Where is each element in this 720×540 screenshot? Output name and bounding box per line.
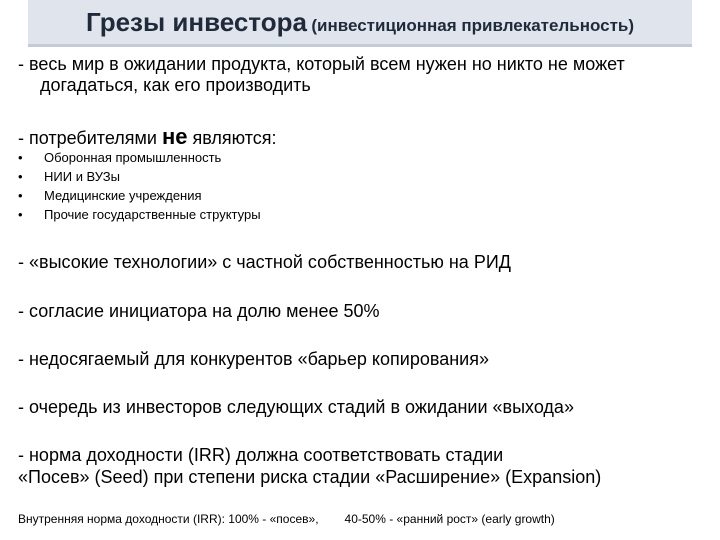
item-4: - согласие инициатора на долю менее 50%: [18, 301, 380, 321]
bullet-icon: •: [18, 169, 23, 184]
item-7-line-1: - норма доходности (IRR) должна соответствовать стадии: [18, 445, 504, 465]
item-1-line-2: догадаться, как его производить: [40, 75, 311, 95]
list-item-text: Оборонная промышленность: [44, 150, 222, 165]
footer-note: [18, 512, 555, 526]
item-7-line-2: «Посев» (Seed) при степени риска стадии «Расширение» (Expansion): [18, 467, 602, 487]
bullet-icon: •: [18, 150, 23, 165]
footer-part-1: Внутренняя норма доходности (IRR): 100% - «посев»,: [18, 512, 319, 526]
list-item-text: НИИ и ВУЗы: [44, 169, 120, 184]
item-2-prefix: - потребителями: [18, 128, 157, 148]
item-2-suffix: являются:: [192, 128, 277, 148]
item-3: - «высокие технологии» с частной собственностью на РИД: [18, 252, 511, 272]
title-underline: [28, 44, 692, 47]
item-2-heading: [18, 124, 708, 150]
item-2-emphasis: не: [161, 124, 188, 149]
item-6: - очередь из инвесторов следующих стадий в ожидании «выхода»: [18, 397, 574, 417]
item-1-line-1: - весь мир в ожидании продукта, который всем нужен но никто не может: [18, 54, 625, 74]
slide-subtitle: (инвестиционная привлекательность): [311, 16, 635, 35]
slide-title: Грезы инвестора: [85, 7, 307, 37]
title-bar: [28, 0, 692, 44]
list-item: [18, 188, 202, 203]
list-item: [18, 150, 221, 165]
list-item: [18, 169, 120, 184]
item-5: - недосягаемый для конкурентов «барьер копирования»: [18, 349, 489, 369]
list-item: [18, 207, 261, 222]
list-item-text: Прочие государственные структуры: [44, 207, 261, 222]
list-item-text: Медицинские учреждения: [44, 188, 202, 203]
bullet-icon: •: [18, 188, 23, 203]
bullet-icon: •: [18, 207, 23, 222]
footer-part-2: 40-50% - «ранний рост» (early growth): [344, 512, 555, 526]
